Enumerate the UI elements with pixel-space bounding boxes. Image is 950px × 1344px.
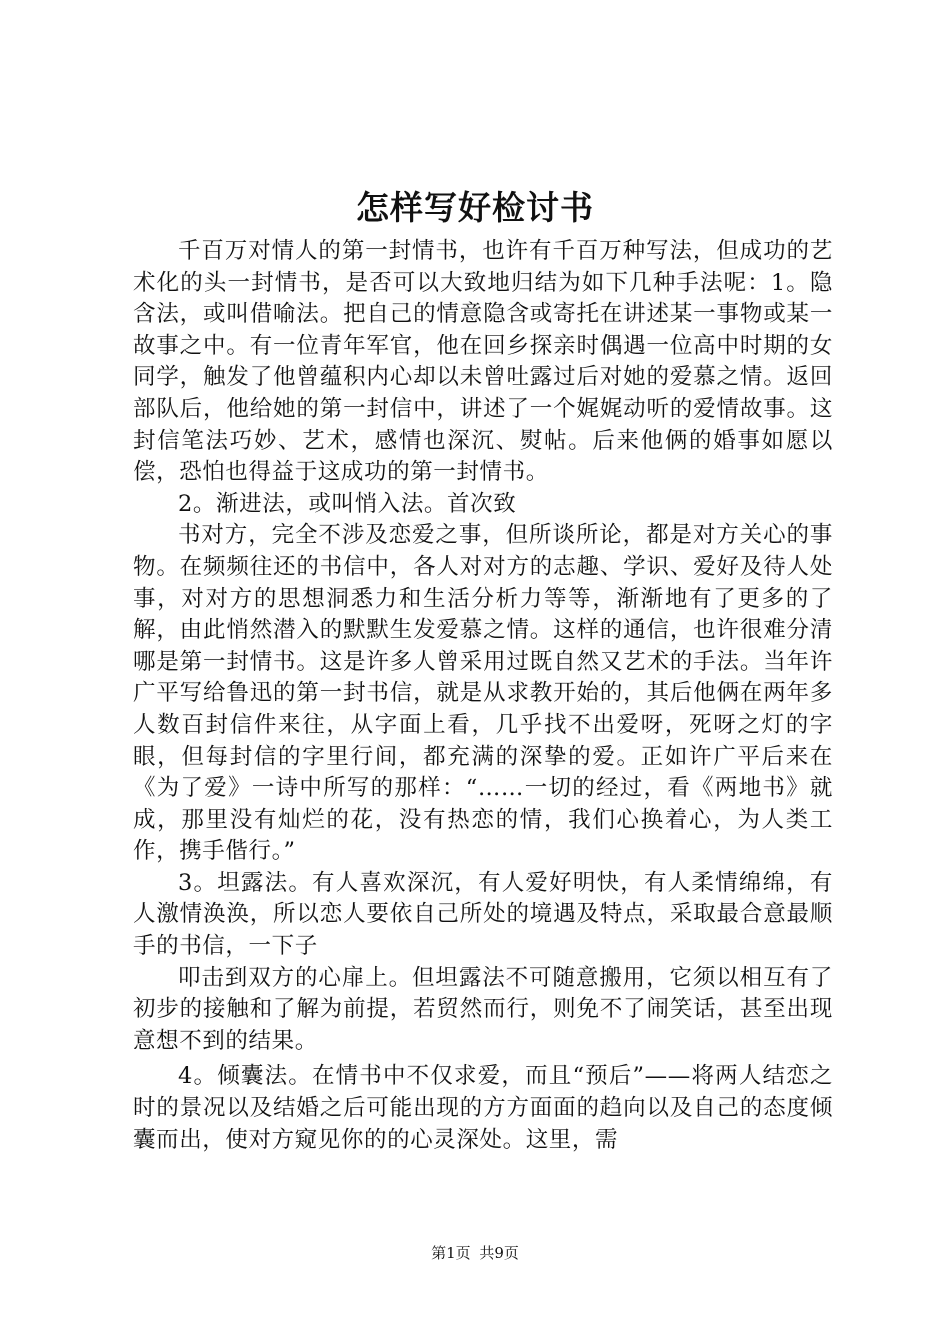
document-title: 怎样写好检讨书 [356, 188, 594, 227]
document-body [133, 236, 833, 1156]
page-total: 共9页 [479, 1244, 519, 1262]
page-number: 第1页 [431, 1244, 471, 1262]
paragraph-gradual-method: 2。渐进法，或叫悄入法。首次致 [178, 490, 517, 517]
paragraph-frank-method: 3。坦露法。有人喜欢深沉，有人爱好明快，有人柔情绵绵，有人激情涣涣，所以恋人要依自己所处的境遇及特点，采取最合意最顺手的书信，一下子 [133, 869, 833, 960]
page-footer [0, 1243, 950, 1263]
paragraph-frank-method-continued: 叩击到双方的心扉上。但坦露法不可随意搬用，它须以相互有了初步的接触和了解为前提，若贸然而行，则免不了闹笑话，甚至出现意想不到的结果。 [133, 964, 833, 1054]
paragraph-hidden-method: 千百万对情人的第一封情书，也许有千百万种写法，但成功的艺术化的头一封情书，是否可以大致地归结为如下几种手法呢：1。隐含法，或叫借喻法。把自己的情意隐含或寄托在讲述某一事物或某一故事之中。有一位青年军官，他在回乡探亲时偶遇一位高中时期的女同学，触发了他曾蕴积内心却以未曾吐露过后对她的爱慕之情。返回部队后，他给她的第一封信中，讲述了一个娓娓动听的爱情故事。这封信笔法巧妙、艺术，感情也深沉、熨帖。后来他俩的婚事如愿以偿，恐怕也得益于这成功的第一封情书。 [133, 238, 833, 486]
paragraph-full-disclosure-method: 4。倾囊法。在情书中不仅求爱，而且“预后”——将两人结恋之时的景况以及结婚之后可能出现的方方面面的趋向以及自己的态度倾囊而出，使对方窥见你的的心灵深处。这里，需 [133, 1063, 833, 1153]
paragraph-gradual-method-continued: 书对方，完全不涉及恋爱之事，但所谈所论，都是对方关心的事物。在频频往还的书信中，各人对对方的志趣、学识、爱好及待人处事，对对方的思想洞悉力和生活分析力等等，渐渐地有了更多的了解，由此悄然潜入的默默生发爱慕之情。这样的通信，也许很难分清哪是第一封情书。这是许多人曾采用过既自然又艺术的手法。当年许广平写给鲁迅的第一封书信，就是从求教开始的，其后他俩在两年多人数百封信件来往，从字面上看，几乎找不出爱呀，死呀之灯的字眼，但每封信的字里行间，都充满的深挚的爱。正如许广平后来在《为了爱》一诗中所写的那样：“……一切的经过，看《两地书》就成，那里没有灿烂的花，没有热恋的情，我们心换着心，为人类工作，携手偕行。” [133, 522, 833, 865]
